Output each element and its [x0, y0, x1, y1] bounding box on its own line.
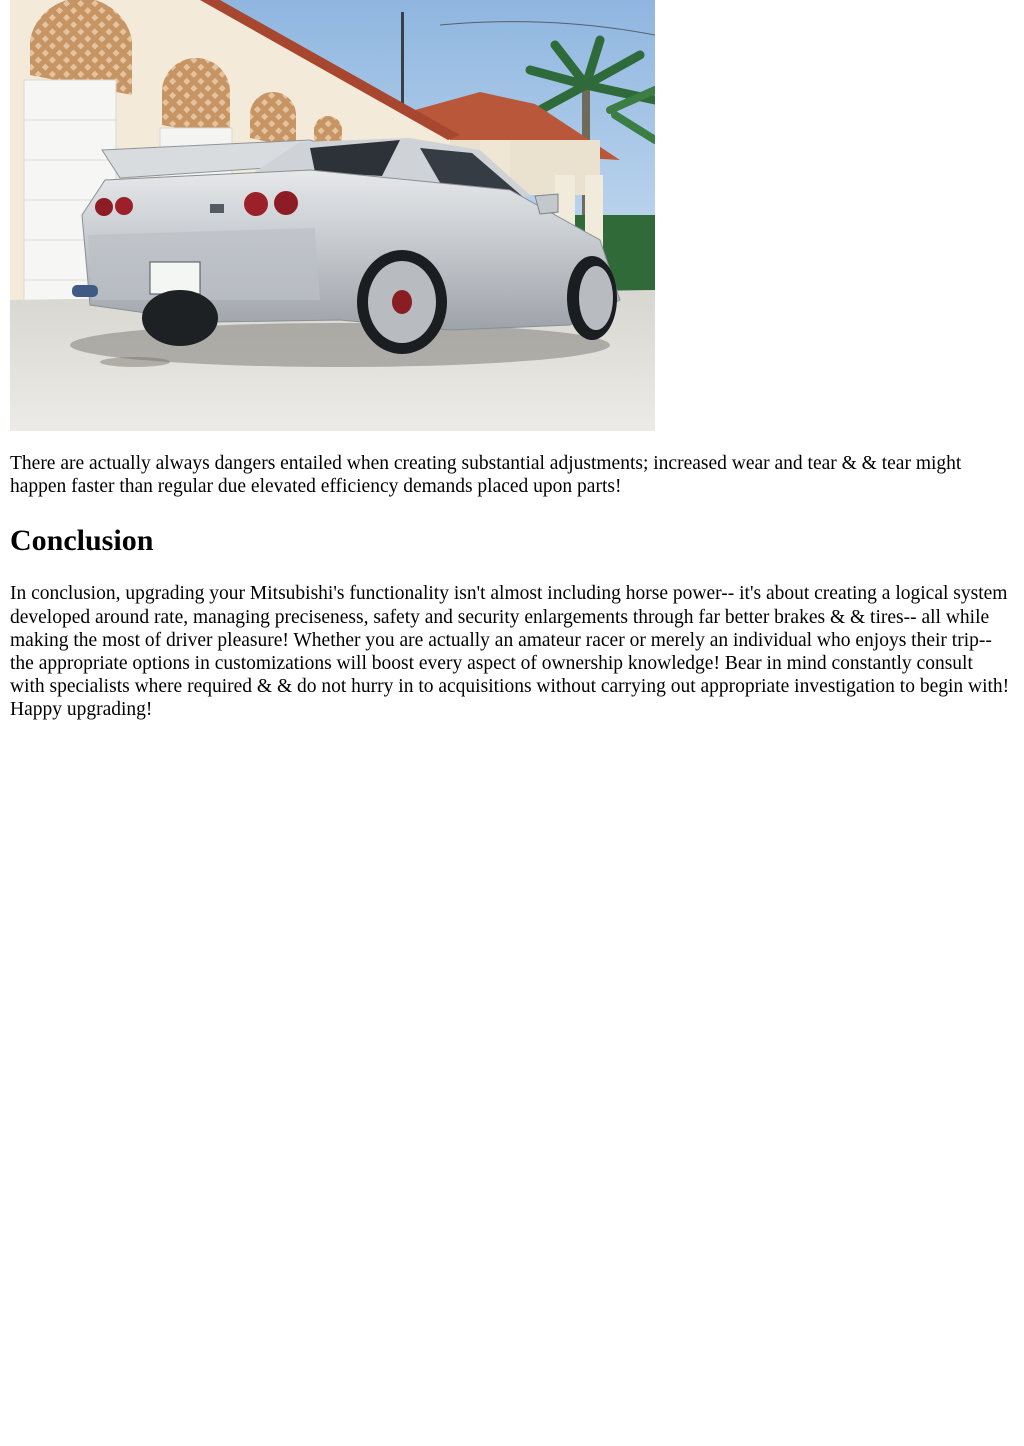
car-photo-illustration	[10, 0, 655, 431]
body-paragraph: There are actually always dangers entailed when creating substantial adjustments; increased wear and tear & & tear might happen faster than regular due elevated efficiency demands placed upon parts!	[10, 453, 962, 498]
license-plate	[150, 262, 200, 294]
section-heading-conclusion: Conclusion	[10, 524, 154, 558]
car-photo	[10, 0, 655, 431]
article	[10, 0, 1010, 722]
conclusion-paragraph: In conclusion, upgrading your Mitsubishi's functionality isn't almost including horse power-- it's about creating a logical system developed around rate, managing preciseness, safety and security enlargements through far better brakes & & tires-- all while making the most of driver pleasure! Whether you are actually an amateur racer or merely an individual who enjoys their trip-- the appropriate options in customizations will boost every aspect of ownership knowledge! Bear in mind constantly consult with specialists where required & & do not hurry in to acquisitions without carrying out appropriate investigation to begin with! Happy upgrading!	[10, 583, 1010, 721]
